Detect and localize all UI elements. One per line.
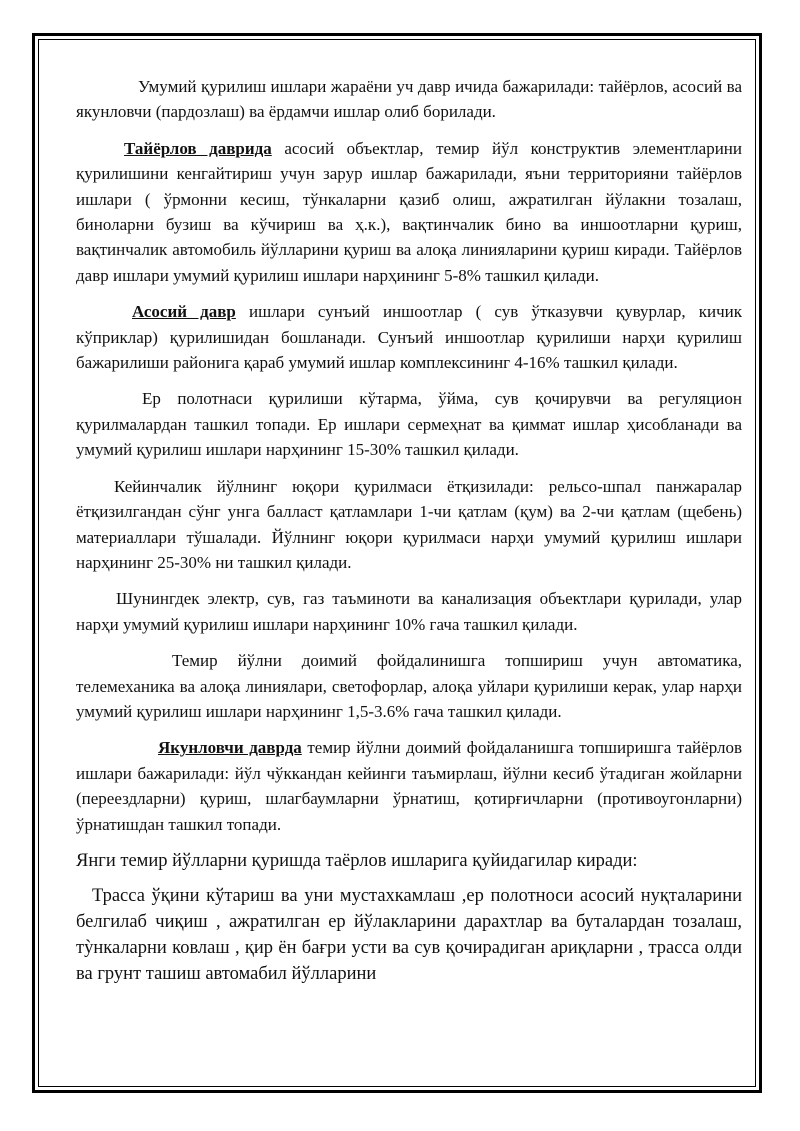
paragraph-main-period [76,299,742,375]
paragraph-text: ишлари сунъий иншоотлар ( сув ўтказувчи қувурлар, кичик кўприклар) қурилишидан бошланади. Сунъий иншоотлар қурилиши нарҳи қурилиш бажарилиши районига қараб умумий ишлар комплексининг 4-16% ташкил қилади. [76,302,742,373]
paragraph-lead-term: Якунловчи даврда [158,738,302,758]
paragraph-signalling [76,648,742,724]
paragraph-route-tasks [76,883,742,987]
paragraph-lead-term: Асосий давр [132,302,236,322]
paragraph-final-period [76,735,742,837]
paragraph-earthwork [76,386,742,462]
paragraph-track-superstructure [76,474,742,576]
paragraph-intro [76,74,742,125]
document-body [76,74,742,987]
paragraph-text: Кейинчалик йўлнинг юқори қурилмаси ётқизилади: рельсо-шпал панжаралар ётқизилгандан сўнг унга балласт қатламлари 1-чи қатлам (қум) ва 2-чи қатлам (щебень) материаллари тўшалади. Йўлнинг юқори қурилмаси нарҳи умумий қурилиш ишлари нарҳининг 25-30% ни ташкил қилади. [76,476,742,572]
paragraph-text: Темир йўлни доимий фойдалинишга топшириш учун автоматика, телемеханика ва алоқа линиялари, светофорлар, алоқа уйлари қурилиши керак, улар нарҳи умумий қурилиш ишлари нарҳининг 1,5-3.6% гача ташкил қилади. [76,651,742,721]
paragraph-text: Ер полотнаси қурилиши кўтарма, ўйма, сув қочирувчи ва регуляцион қурилмалардан ташкил топади. Ер ишлари сермеҳнат ва қиммат ишлар ҳисобланади ва умумий қурилиш ишлари нарҳининг 15-30% ташкил қилади. [76,389,742,460]
paragraph-text: асосий объектлар, темир йўл конструктив элементларини қурилишини кенгайтириш учун зарур ишлар бажарилади, яъни территорияни тайёрлов ишлари ( ўрмонни кесиш, тўнкаларни қазиб олиш, ажратилган йўлакни тозалаш, биноларни бузиш ва кўчириш ва ҳ.к.), вақтинчалик бино ва иншоотларни қуриш, вақтинчалик автомобиль йўлларини қуриш ва алоқа линияларини қуриш киради. Тайёрлов давр ишлари умумий қурилиш ишлари нарҳининг 5-8% ташкил қилади. [76,138,742,285]
paragraph-text: Янги темир йўлларни қуришда таёрлов ишларига қуйидагилар киради: [76,850,638,871]
paragraph-lead-term: Тайёрлов даврида [124,138,272,158]
paragraph-utilities [76,586,742,637]
paragraph-text: Шунингдек электр, сув, газ таъминоти ва канализация объектлари қурилади, улар нарҳи умумий қурилиш ишлари нарҳининг 10% гача ташкил қилади. [76,589,742,634]
paragraph-text: темир йўлни доимий фойдаланишга топширишга тайёрлов ишлари бажарилади: йўл чўккандан кейинги таъмирлаш, йўлни кесиб ўтадиган жойларни (переездларни) қуриш, шлагбаумларни ўрнатиш, қотирғичларни (противоугонларни) ўрнатишдан ташкил топади. [76,738,742,834]
paragraph-list-intro [76,848,742,874]
paragraph-preparatory-period [76,136,742,288]
paragraph-text: Трасса ўқини кўтариш ва уни мустахкамлаш ,ер полотноси асосий нуқталарини белгилаб чиқиш , ажратилган ер йўлакларини дарахтлар ва буталардан тозалаш, тỳнкаларни ковлаш , қир ён бағри усти ва сув қочирадиган ариқларни , трасса олди ва грунт ташиш автомабил йўлларини [76,885,742,984]
paragraph-text: Умумий қурилиш ишлари жараёни уч давр ичида бажарилади: тайёрлов, асосий ва якунловчи (пардозлаш) ва ёрдамчи ишлар олиб борилади. [76,77,742,122]
